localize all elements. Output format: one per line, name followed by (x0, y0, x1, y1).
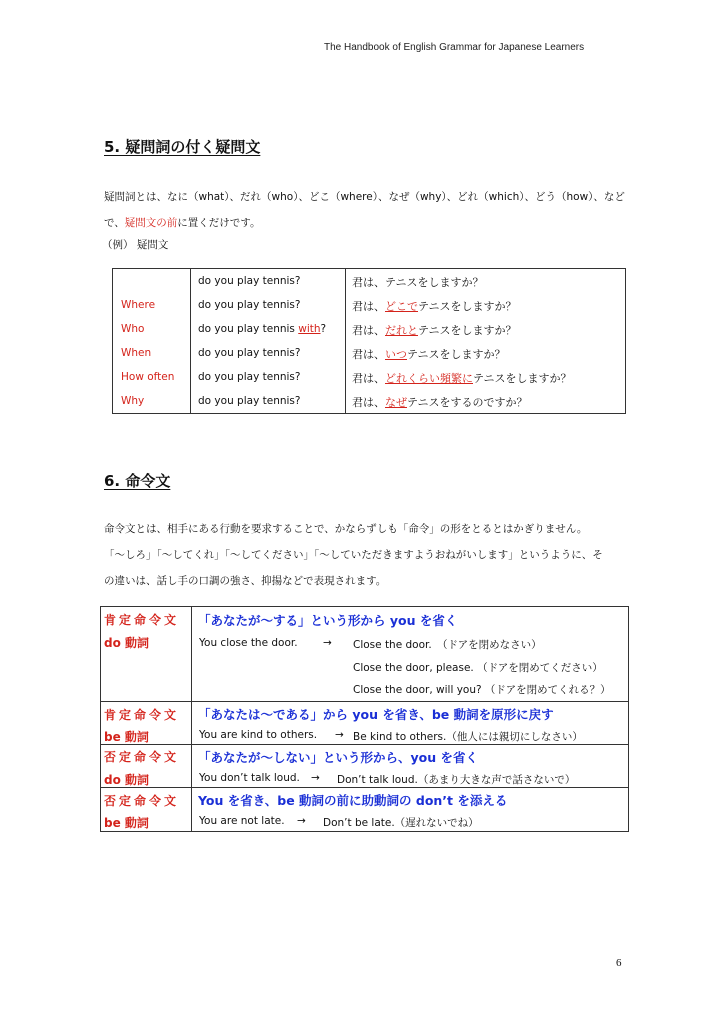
arrow-icon: → (335, 729, 344, 741)
highlight-text: 疑問文の前 (124, 217, 178, 229)
arrow-icon: → (311, 772, 320, 784)
imperative-table (100, 606, 629, 832)
table-row: Who do you play tennis with? 君は、だれとテニスをしますか？ (121, 323, 517, 337)
section-5-para-line1: 疑問詞とは、なに（what）、だれ（who）、どこ（where）、なぜ（why）、どれ（which）、どう（how）、など (104, 191, 625, 203)
section-5-title: 5. 疑問詞の付く疑問文 (104, 138, 261, 156)
block-rule: 「あなたが～しない」という形から、you を省く (198, 750, 478, 765)
block-label: do 動詞 (104, 773, 150, 787)
table-divider (101, 701, 628, 702)
block-rule: You を省き、be 動詞の前に助動詞の don’t を添える (198, 793, 508, 808)
section-6-para-line1: 命令文とは、相手にある行動を要求することで、かならずしも「命令」の形をとるとはかぎりません。 (104, 523, 588, 535)
block-label: be 動詞 (104, 730, 149, 744)
table-divider (191, 607, 192, 831)
arrow-icon: → (297, 815, 306, 827)
block-label: 肯定命令文 (104, 708, 180, 722)
example-result: Close the door, will you? （ドアを閉めてくれる？） (353, 684, 611, 696)
example-result: Be kind to others.（他人には親切にしなさい） (353, 731, 583, 743)
example-result: Don’t be late.（遅れないでね） (323, 817, 479, 829)
block-rule: 「あなたが～する」という形から you を省く (198, 613, 458, 628)
wh-question-table (112, 268, 626, 414)
example-result: Don’t talk loud.（あまり大きな声で話さないで） (337, 774, 576, 786)
example-sentence: You close the door. (199, 637, 298, 649)
table-row: When do you play tennis? 君は、いつテニスをしますか？ (121, 347, 506, 361)
example-result: Close the door. （ドアを閉めなさい） (353, 639, 542, 651)
block-label: 肯定命令文 (104, 613, 180, 627)
section-6-title: 6. 命令文 (104, 472, 171, 490)
table-row: do you play tennis? 君は、テニスをしますか？ (198, 275, 484, 289)
section-6-para-line3: の違いは、話し手の口調の強さ、抑揚などで表現されます。 (104, 575, 387, 587)
table-divider (101, 787, 628, 788)
example-sentence: You are not late. (199, 815, 285, 827)
example-sentence: You don’t talk loud. (199, 772, 300, 784)
table-row: Why do you play tennis? 君は、なぜテニスをするのですか？ (121, 395, 528, 409)
block-label: do 動詞 (104, 636, 150, 650)
example-label: （例） 疑問文 (102, 239, 169, 251)
page-number: 6 (616, 957, 622, 969)
table-divider (101, 744, 628, 745)
example-result: Close the door, please. （ドアを閉めてください） (353, 662, 603, 674)
block-label: be 動詞 (104, 816, 149, 830)
example-sentence: You are kind to others. (199, 729, 318, 741)
section-6-para-line2: 「～しろ」「～してくれ」「～してください」「～していただきますようおねがいします」というように、そ (104, 549, 603, 561)
arrow-icon: → (323, 637, 332, 649)
block-label: 否定命令文 (104, 794, 180, 808)
table-row: How often do you play tennis? 君は、どれくらい頻繁にテニスをしますか？ (121, 371, 572, 385)
section-5-para-line2: で、疑問文の前に置くだけです。 (104, 217, 261, 229)
running-header: The Handbook of English Grammar for Japanese Learners (324, 42, 585, 53)
block-rule: 「あなたは～である」から you を省き、be 動詞を原形に戻す (198, 707, 554, 722)
block-label: 否定命令文 (104, 750, 180, 764)
table-row: Where do you play tennis? 君は、どこでテニスをしますか？ (121, 299, 517, 313)
